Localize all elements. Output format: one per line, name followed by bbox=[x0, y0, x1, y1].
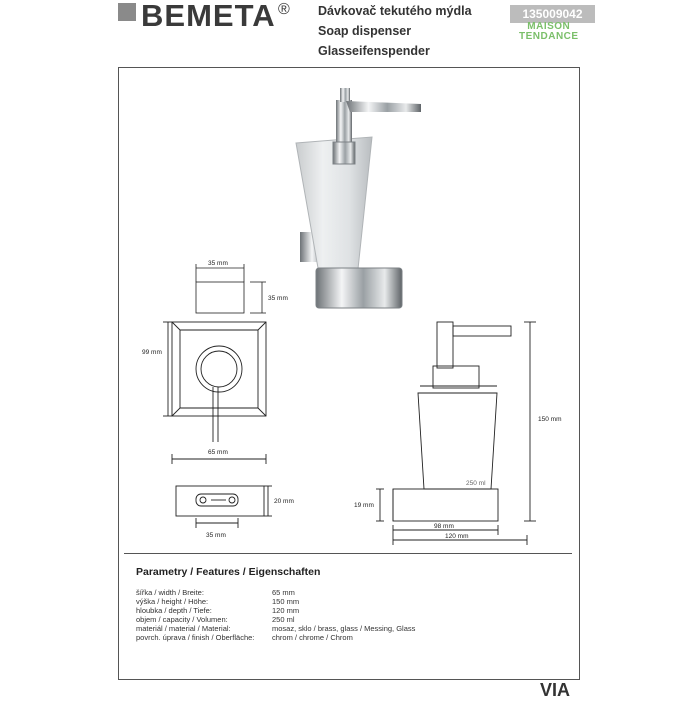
dim-top-height: 35 mm bbox=[268, 295, 288, 302]
section-divider bbox=[124, 553, 572, 554]
param-value: 150 mm bbox=[272, 597, 300, 606]
registered-mark: ® bbox=[278, 1, 290, 18]
dim-side-base-height: 19 mm bbox=[354, 502, 374, 509]
param-label: šířka / width / Breite: bbox=[136, 588, 204, 597]
chrome-base bbox=[316, 268, 402, 308]
series-name: VIA bbox=[540, 680, 571, 700]
param-value: mosaz, sklo / brass, glass / Messing, Glass bbox=[272, 624, 416, 633]
dim-side-depth-inner: 98 mm bbox=[434, 523, 454, 530]
top-view-drawing bbox=[196, 264, 266, 313]
params-title: Parametry / Features / Eigenschaften bbox=[136, 566, 321, 578]
base-view-drawing bbox=[176, 486, 272, 528]
product-title-de: Glasseifenspender bbox=[318, 44, 430, 58]
dim-base-width: 35 mm bbox=[206, 532, 226, 539]
dim-front-height: 99 mm bbox=[142, 349, 162, 356]
product-photo bbox=[296, 88, 421, 308]
param-label: povrch. úprava / finish / Oberfläche: bbox=[136, 633, 255, 642]
brand-logo: BEMETA bbox=[141, 0, 276, 33]
param-value: chrom / chrome / Chrom bbox=[272, 633, 353, 642]
dim-top-width: 35 mm bbox=[208, 260, 228, 267]
product-code: 135009042 bbox=[510, 5, 595, 23]
capacity-label: 250 ml bbox=[466, 480, 486, 487]
pump-nozzle bbox=[346, 101, 421, 112]
product-title-cz: Dávkovač tekutého mýdla bbox=[318, 4, 472, 18]
param-label: objem / capacity / Volumen: bbox=[136, 615, 228, 624]
param-label: výška / height / Höhe: bbox=[136, 597, 209, 606]
param-label: hloubka / depth / Tiefe: bbox=[136, 606, 212, 615]
product-title-en: Soap dispenser bbox=[318, 24, 412, 38]
dim-front-width: 65 mm bbox=[208, 449, 228, 456]
param-value: 250 ml bbox=[272, 615, 295, 624]
watermark-line-1: MAISON bbox=[527, 21, 571, 32]
dim-side-height: 150 mm bbox=[538, 416, 562, 423]
dim-base-height: 20 mm bbox=[274, 498, 294, 505]
dim-side-depth-total: 120 mm bbox=[445, 533, 469, 540]
front-view-drawing bbox=[163, 322, 266, 464]
side-view-drawing bbox=[376, 322, 536, 545]
param-label: materiál / material / Material: bbox=[136, 624, 231, 633]
param-value: 120 mm bbox=[272, 606, 300, 615]
watermark-line-2: TENDANCE bbox=[519, 31, 579, 42]
param-value: 65 mm bbox=[272, 588, 295, 597]
